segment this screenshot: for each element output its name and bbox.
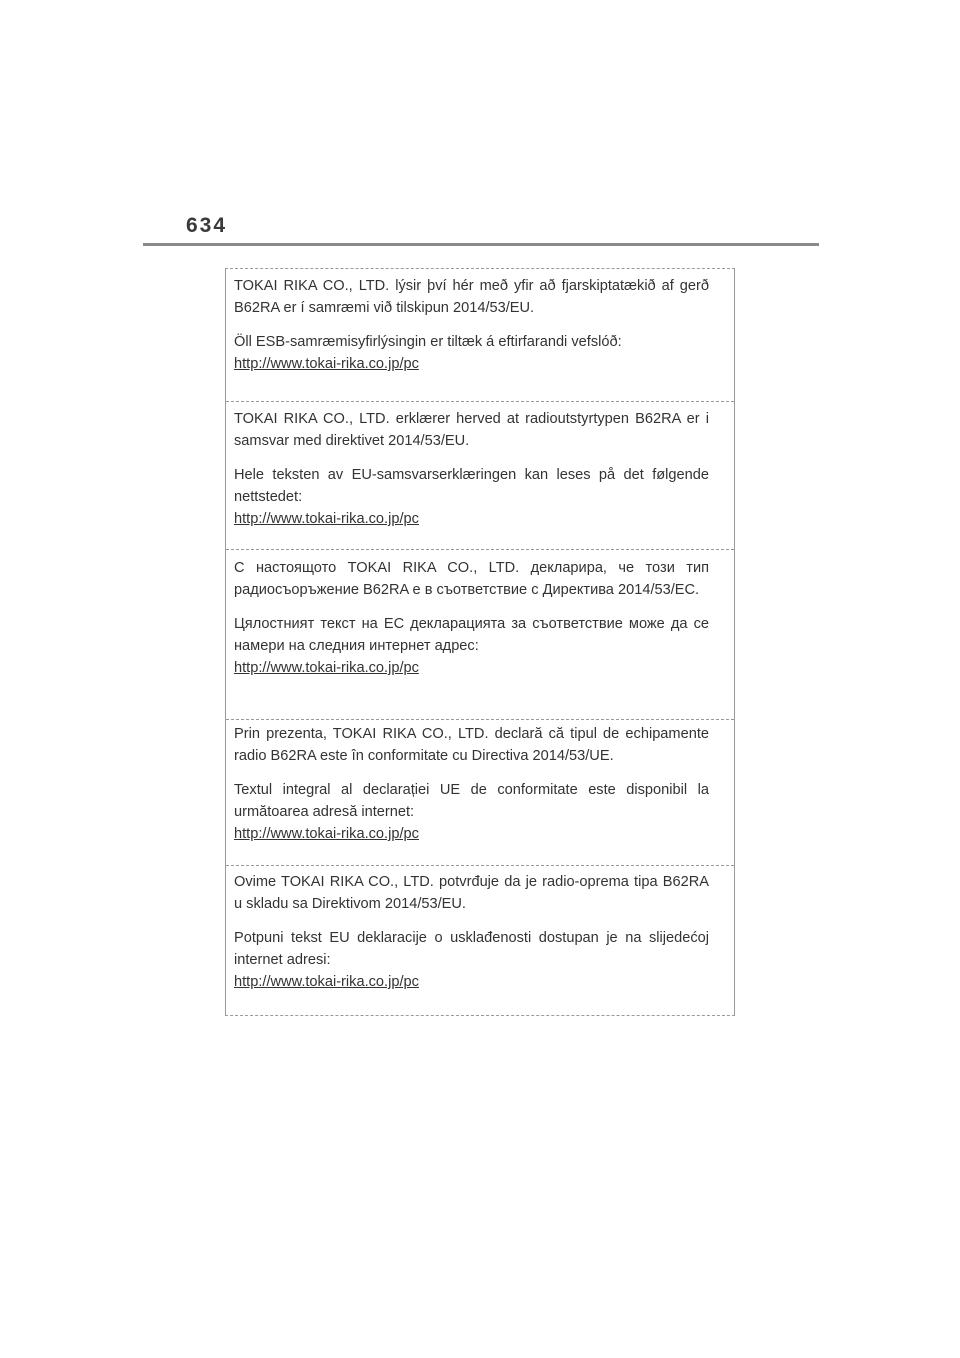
declaration-full-text-note [234, 613, 709, 679]
declaration-statement: Prin prezenta, TOKAI RIKA CO., LTD. declară că tipul de echipamente radio B62RA este în conformitate cu Directiva 2014/53/UE. [234, 726, 709, 764]
declaration-cell-bulgarian [226, 549, 734, 719]
declaration-note-text: Potpuni tekst EU deklaracije o usklađenosti dostupan je na slijedećoj internet adresi: [234, 930, 709, 968]
declaration-note-text: Цялостният текст на ЕС декларацията за съответствие може да се намери на следния интернет адрес: [234, 616, 709, 654]
declaration-cell-icelandic [226, 269, 734, 401]
declaration-note-text: Textul integral al declarației UE de conformitate este disponibil la următoarea adresă internet: [234, 782, 709, 820]
declaration-url-link[interactable]: http://www.tokai-rika.co.jp/pc [234, 660, 419, 676]
declaration-statement: Ovime TOKAI RIKA CO., LTD. potvrđuje da je radio-oprema tipa B62RA u skladu sa Direktivom 2014/53/EU. [234, 874, 709, 912]
declaration-full-text-note [234, 927, 709, 993]
declaration-statement: TOKAI RIKA CO., LTD. erklærer herved at radioutstyrtypen B62RA er i samsvar med direktivet 2014/53/EU. [234, 411, 709, 449]
declaration-note-text: Hele teksten av EU-samsvarserklæringen kan leses på det følgende nettstedet: [234, 467, 709, 505]
declaration-note-text: Öll ESB-samræmisyfirlýsingin er tiltæk á eftirfarandi vefslóð: [234, 334, 622, 350]
declaration-full-text-note [234, 779, 709, 845]
declaration-url-link[interactable]: http://www.tokai-rika.co.jp/pc [234, 974, 419, 990]
declaration-statement: TOKAI RIKA CO., LTD. lýsir því hér með yfir að fjarskiptatækið af gerð B62RA er í samræmi við tilskipun 2014/53/EU. [234, 278, 709, 316]
declaration-cell-norwegian [226, 401, 734, 549]
page-number: 634 [186, 214, 228, 237]
declaration-table [225, 268, 735, 1016]
declaration-full-text-note [234, 331, 709, 375]
declaration-full-text-note [234, 464, 709, 530]
header-rule [143, 243, 819, 246]
declaration-url-link[interactable]: http://www.tokai-rika.co.jp/pc [234, 356, 419, 372]
declaration-url-link[interactable]: http://www.tokai-rika.co.jp/pc [234, 826, 419, 842]
declaration-cell-croatian [226, 865, 734, 1015]
declaration-cell-romanian [226, 719, 734, 865]
declaration-url-link[interactable]: http://www.tokai-rika.co.jp/pc [234, 511, 419, 527]
declaration-statement: С настоящото TOKAI RIKA CO., LTD. декларира, че този тип радиосъоръжение B62RA е в съответствие с Директива 2014/53/ЕС. [234, 560, 709, 598]
